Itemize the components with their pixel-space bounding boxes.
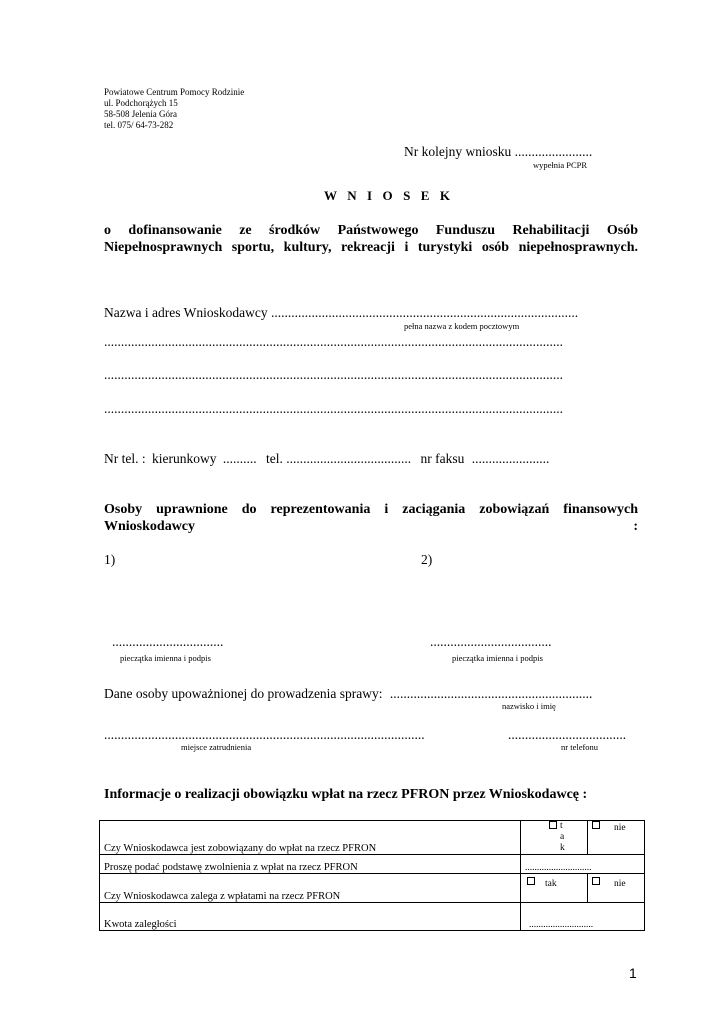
- phone-label: Nr tel. :: [104, 451, 146, 466]
- document-subtitle: o dofinansowanie ze środków Państwowego Funduszu Rehabilitacji Osób Niepełnosprawnych sportu, kultury, rekreacji i turystyki osób niepełnosprawnych.: [104, 223, 638, 255]
- signature-2-note: pieczątka imienna i podpis: [452, 653, 543, 663]
- signature-1-dots[interactable]: .................................: [112, 634, 224, 649]
- tel-dots[interactable]: .....................................: [286, 451, 412, 466]
- applicant-line-2[interactable]: ........................................................................................................................................: [104, 367, 563, 382]
- fax-label: nr faksu: [420, 451, 465, 466]
- pfron-q3: Czy Wnioskodawca zalega z wpłatami na rzecz PFRON: [100, 874, 521, 903]
- fax-dots[interactable]: .......................: [471, 451, 550, 466]
- contact-row: [104, 686, 592, 702]
- applicant-label: Nazwa i adres Wnioskodawcy: [104, 305, 268, 320]
- pfron-q3-no-label: nie: [614, 879, 626, 889]
- signature-1-note: pieczątka imienna i podpis: [120, 653, 211, 663]
- application-number-dots[interactable]: .......................: [514, 144, 593, 159]
- checkbox-icon[interactable]: [549, 821, 557, 829]
- yes-label-text: tak: [560, 821, 565, 853]
- person-2-number: 2): [421, 552, 433, 567]
- applicant-line-1[interactable]: ........................................................................................................................................: [104, 334, 563, 349]
- applicant-field: [104, 305, 578, 321]
- contact-phone-note: nr telefonu: [561, 742, 599, 752]
- pfron-heading: Informacje o realizacji obowiązku wpłat na rzecz PFRON przez Wnioskodawcę :: [104, 787, 588, 802]
- pfron-table: [99, 820, 645, 931]
- contact-label: Dane osoby upoważnionej do prowadzenia sprawy:: [104, 686, 383, 701]
- contact-phone-dots[interactable]: ...................................: [508, 727, 627, 742]
- pfron-q3-yes[interactable]: [521, 874, 588, 903]
- page-number: 1: [629, 965, 637, 981]
- signature-2-dots[interactable]: ....................................: [430, 634, 552, 649]
- pfron-q2-dots[interactable]: ............................: [521, 855, 645, 874]
- pfron-q1-yes[interactable]: [521, 821, 588, 855]
- table-row: [100, 903, 645, 931]
- applicant-note: pełna nazwa z kodem pocztowym: [404, 321, 520, 331]
- checkbox-icon[interactable]: [527, 877, 535, 885]
- table-row: [100, 855, 645, 874]
- checkbox-icon[interactable]: [592, 821, 600, 829]
- table-row: [100, 874, 645, 903]
- sender-street: ul. Podchorążych 15: [104, 98, 178, 108]
- tel-label: tel.: [266, 451, 283, 466]
- workplace-dots[interactable]: ...............................................................................................: [104, 727, 425, 742]
- sender-city: 58-508 Jelenia Góra: [104, 109, 177, 119]
- pfron-q1-no-label: nie: [614, 823, 626, 833]
- applicant-dots[interactable]: ...........................................................................................: [270, 305, 579, 320]
- pfron-q3-no[interactable]: [588, 874, 645, 903]
- person-1-number: 1): [104, 552, 116, 567]
- table-row: [100, 821, 645, 855]
- phone-row: [104, 451, 549, 467]
- application-number-note: wypełnia PCPR: [533, 160, 588, 170]
- pfron-q1: Czy Wnioskodawca jest zobowiązany do wpłat na rzecz PFRON: [100, 821, 521, 855]
- contact-name-note: nazwisko i imię: [502, 701, 556, 711]
- pfron-q3-yes-label: tak: [545, 879, 557, 889]
- area-code-label: kierunkowy: [152, 451, 217, 466]
- representatives-heading: Osoby uprawnione do reprezentowania i zaciągania zobowiązań finansowych Wnioskodawcy :: [104, 502, 638, 534]
- pfron-q4: Kwota zaległości: [100, 903, 521, 931]
- pfron-q1-no[interactable]: [588, 821, 645, 855]
- sender-phone: tel. 075/ 64-73-282: [104, 120, 174, 130]
- pfron-q2: Proszę podać podstawę zwolnienia z wpłat na rzecz PFRON: [100, 855, 521, 874]
- application-number: [404, 144, 592, 160]
- area-code-dots[interactable]: ..........: [222, 451, 257, 466]
- pfron-q4-dots[interactable]: ...........................: [521, 903, 645, 931]
- pfron-q1-yes-label: [560, 821, 566, 853]
- document-title: W N I O S E K: [324, 188, 454, 203]
- checkbox-icon[interactable]: [592, 877, 600, 885]
- sender-name: Powiatowe Centrum Pomocy Rodzinie: [104, 87, 245, 97]
- application-number-label: Nr kolejny wniosku: [404, 144, 512, 159]
- contact-dots[interactable]: ............................................................: [389, 686, 593, 701]
- workplace-note: miejsce zatrudnienia: [181, 742, 252, 752]
- applicant-line-3[interactable]: ........................................................................................................................................: [104, 401, 563, 416]
- sender-address: [104, 87, 244, 131]
